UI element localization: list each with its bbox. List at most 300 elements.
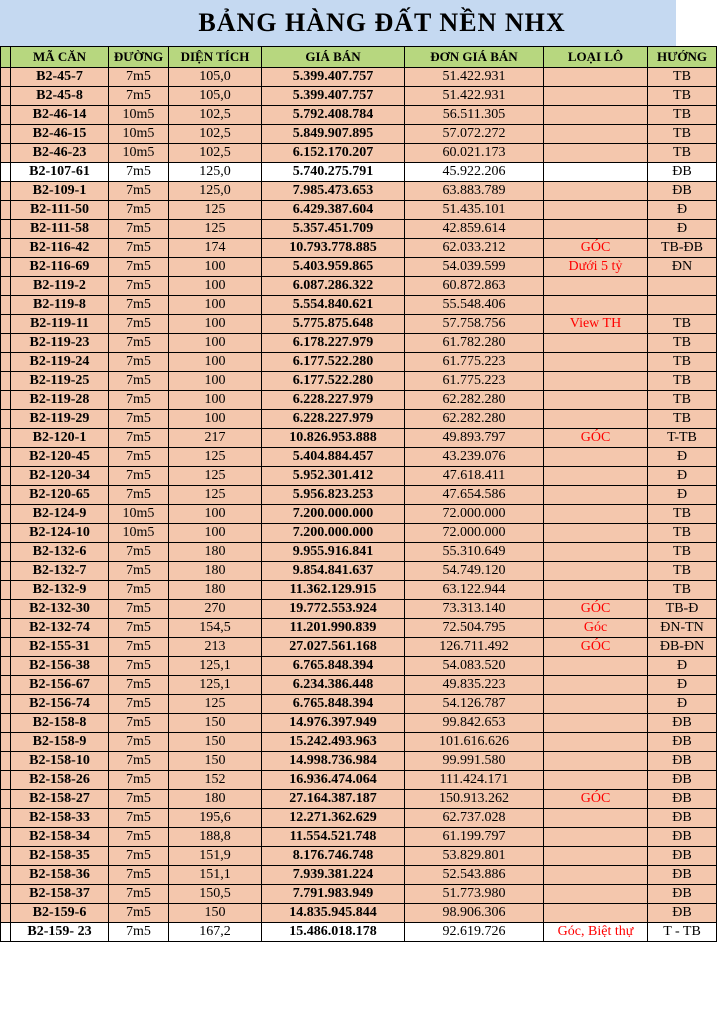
cell-unit-price[interactable]: 150.913.262 [405,790,544,809]
cell-area[interactable]: 102,5 [169,144,262,163]
cell-price[interactable]: 5.792.408.784 [262,106,405,125]
cell-direction[interactable]: Đ [648,448,717,467]
cell-lot-type[interactable] [544,296,648,315]
cell-direction[interactable]: ĐB [648,714,717,733]
cell-road[interactable]: 7m5 [109,486,169,505]
cell-price[interactable]: 8.176.746.748 [262,847,405,866]
cell-road[interactable]: 7m5 [109,790,169,809]
cell-code[interactable]: B2-158-26 [11,771,109,790]
cell-direction[interactable]: TB [648,372,717,391]
cell-unit-price[interactable]: 57.072.272 [405,125,544,144]
cell-direction[interactable]: ĐB [648,182,717,201]
cell-price[interactable]: 6.765.848.394 [262,657,405,676]
row-marker-cell[interactable] [1,828,11,847]
cell-direction[interactable]: ĐB [648,733,717,752]
cell-code[interactable]: B2-111-50 [11,201,109,220]
cell-price[interactable]: 5.956.823.253 [262,486,405,505]
cell-unit-price[interactable]: 63.883.789 [405,182,544,201]
cell-unit-price[interactable]: 54.039.599 [405,258,544,277]
cell-lot-type[interactable]: GÓC [544,790,648,809]
row-marker-cell[interactable] [1,562,11,581]
cell-area[interactable]: 174 [169,239,262,258]
cell-unit-price[interactable]: 47.618.411 [405,467,544,486]
cell-road[interactable]: 7m5 [109,410,169,429]
cell-code[interactable]: B2-120-34 [11,467,109,486]
cell-road[interactable]: 7m5 [109,277,169,296]
cell-price[interactable]: 6.765.848.394 [262,695,405,714]
row-marker-cell[interactable] [1,885,11,904]
cell-unit-price[interactable]: 55.310.649 [405,543,544,562]
cell-area[interactable]: 195,6 [169,809,262,828]
row-marker-cell[interactable] [1,581,11,600]
cell-price[interactable]: 11.362.129.915 [262,581,405,600]
cell-price[interactable]: 10.793.778.885 [262,239,405,258]
cell-road[interactable]: 10m5 [109,106,169,125]
cell-road[interactable]: 7m5 [109,163,169,182]
cell-area[interactable]: 188,8 [169,828,262,847]
cell-price[interactable]: 9.955.916.841 [262,543,405,562]
cell-lot-type[interactable] [544,733,648,752]
cell-code[interactable]: B2-159- 23 [11,923,109,942]
cell-road[interactable]: 7m5 [109,68,169,87]
cell-lot-type[interactable]: Góc [544,619,648,638]
row-marker-cell[interactable] [1,505,11,524]
cell-price[interactable]: 10.826.953.888 [262,429,405,448]
cell-code[interactable]: B2-132-7 [11,562,109,581]
row-marker-cell[interactable] [1,771,11,790]
cell-direction[interactable]: ĐN [648,258,717,277]
row-marker-cell[interactable] [1,258,11,277]
row-marker-cell[interactable] [1,68,11,87]
cell-road[interactable]: 7m5 [109,695,169,714]
cell-price[interactable]: 7.791.983.949 [262,885,405,904]
cell-code[interactable]: B2-119-28 [11,391,109,410]
cell-road[interactable]: 10m5 [109,505,169,524]
cell-unit-price[interactable]: 54.083.520 [405,657,544,676]
cell-code[interactable]: B2-124-9 [11,505,109,524]
cell-road[interactable]: 7m5 [109,239,169,258]
cell-unit-price[interactable]: 53.829.801 [405,847,544,866]
cell-lot-type[interactable] [544,524,648,543]
header-price[interactable]: GIÁ BÁN [262,47,405,68]
cell-code[interactable]: B2-132-30 [11,600,109,619]
cell-code[interactable]: B2-158-10 [11,752,109,771]
row-marker-cell[interactable] [1,676,11,695]
cell-unit-price[interactable]: 126.711.492 [405,638,544,657]
cell-unit-price[interactable]: 61.782.280 [405,334,544,353]
cell-direction[interactable]: ĐB [648,885,717,904]
cell-price[interactable]: 5.849.907.895 [262,125,405,144]
cell-unit-price[interactable]: 111.424.171 [405,771,544,790]
cell-direction[interactable]: TB [648,125,717,144]
cell-direction[interactable]: ĐB [648,828,717,847]
cell-lot-type[interactable]: GÓC [544,600,648,619]
cell-lot-type[interactable] [544,448,648,467]
cell-unit-price[interactable]: 60.872.863 [405,277,544,296]
cell-road[interactable]: 7m5 [109,581,169,600]
cell-code[interactable]: B2-111-58 [11,220,109,239]
cell-direction[interactable]: ĐB [648,771,717,790]
cell-area[interactable]: 150 [169,714,262,733]
cell-unit-price[interactable]: 62.737.028 [405,809,544,828]
row-marker-cell[interactable] [1,752,11,771]
cell-road[interactable]: 7m5 [109,809,169,828]
cell-direction[interactable]: TB [648,581,717,600]
cell-lot-type[interactable] [544,866,648,885]
cell-road[interactable]: 7m5 [109,315,169,334]
cell-direction[interactable]: ĐB [648,163,717,182]
cell-lot-type[interactable]: GÓC [544,429,648,448]
cell-road[interactable]: 7m5 [109,866,169,885]
cell-road[interactable]: 7m5 [109,201,169,220]
cell-direction[interactable]: TB [648,562,717,581]
cell-direction[interactable]: TB [648,87,717,106]
cell-code[interactable]: B2-46-23 [11,144,109,163]
cell-price[interactable]: 5.554.840.621 [262,296,405,315]
cell-price[interactable]: 14.976.397.949 [262,714,405,733]
cell-direction[interactable]: ĐB [648,790,717,809]
cell-area[interactable]: 102,5 [169,106,262,125]
cell-code[interactable]: B2-158-9 [11,733,109,752]
cell-road[interactable]: 7m5 [109,923,169,942]
cell-unit-price[interactable]: 54.126.787 [405,695,544,714]
cell-area[interactable]: 150 [169,752,262,771]
cell-area[interactable]: 150 [169,904,262,923]
cell-area[interactable]: 125,1 [169,657,262,676]
cell-price[interactable]: 11.554.521.748 [262,828,405,847]
cell-lot-type[interactable] [544,410,648,429]
cell-unit-price[interactable]: 43.239.076 [405,448,544,467]
cell-price[interactable]: 5.740.275.791 [262,163,405,182]
cell-area[interactable]: 180 [169,581,262,600]
row-marker-cell[interactable] [1,904,11,923]
cell-area[interactable]: 125,0 [169,163,262,182]
cell-price[interactable]: 5.952.301.412 [262,467,405,486]
cell-direction[interactable] [648,296,717,315]
cell-road[interactable]: 7m5 [109,904,169,923]
cell-area[interactable]: 150,5 [169,885,262,904]
cell-direction[interactable]: TB [648,353,717,372]
cell-road[interactable]: 7m5 [109,391,169,410]
cell-lot-type[interactable] [544,220,648,239]
cell-lot-type[interactable] [544,68,648,87]
cell-code[interactable]: B2-119-24 [11,353,109,372]
cell-lot-type[interactable] [544,486,648,505]
cell-code[interactable]: B2-120-1 [11,429,109,448]
cell-code[interactable]: B2-120-65 [11,486,109,505]
cell-unit-price[interactable]: 51.422.931 [405,87,544,106]
cell-lot-type[interactable] [544,87,648,106]
cell-code[interactable]: B2-158-37 [11,885,109,904]
row-marker-cell[interactable] [1,619,11,638]
row-marker-cell[interactable] [1,125,11,144]
cell-price[interactable]: 6.087.286.322 [262,277,405,296]
cell-price[interactable]: 5.399.407.757 [262,87,405,106]
cell-lot-type[interactable] [544,714,648,733]
cell-direction[interactable]: ĐB [648,904,717,923]
row-marker-cell[interactable] [1,847,11,866]
cell-direction[interactable]: TB-ĐB [648,239,717,258]
cell-price[interactable]: 5.404.884.457 [262,448,405,467]
cell-lot-type[interactable]: View TH [544,315,648,334]
row-marker-cell[interactable] [1,790,11,809]
cell-code[interactable]: B2-119-23 [11,334,109,353]
cell-lot-type[interactable] [544,847,648,866]
cell-code[interactable]: B2-156-38 [11,657,109,676]
row-marker-cell[interactable] [1,372,11,391]
cell-road[interactable]: 7m5 [109,429,169,448]
row-marker-cell[interactable] [1,657,11,676]
cell-code[interactable]: B2-158-33 [11,809,109,828]
cell-code[interactable]: B2-119-29 [11,410,109,429]
cell-price[interactable]: 15.242.493.963 [262,733,405,752]
cell-road[interactable]: 7m5 [109,182,169,201]
row-marker-cell[interactable] [1,524,11,543]
cell-lot-type[interactable] [544,676,648,695]
cell-price[interactable]: 5.357.451.709 [262,220,405,239]
cell-code[interactable]: B2-159-6 [11,904,109,923]
cell-price[interactable]: 11.201.990.839 [262,619,405,638]
cell-lot-type[interactable] [544,809,648,828]
cell-lot-type[interactable] [544,106,648,125]
cell-lot-type[interactable] [544,353,648,372]
cell-lot-type[interactable] [544,391,648,410]
cell-direction[interactable]: Đ [648,220,717,239]
cell-price[interactable]: 6.152.170.207 [262,144,405,163]
cell-code[interactable]: B2-132-74 [11,619,109,638]
cell-road[interactable]: 7m5 [109,771,169,790]
cell-road[interactable]: 7m5 [109,657,169,676]
cell-unit-price[interactable]: 42.859.614 [405,220,544,239]
cell-direction[interactable]: Đ [648,467,717,486]
cell-price[interactable]: 14.998.736.984 [262,752,405,771]
cell-area[interactable]: 100 [169,372,262,391]
row-marker-cell[interactable] [1,277,11,296]
header-code[interactable]: MÃ CĂN [11,47,109,68]
cell-road[interactable]: 7m5 [109,752,169,771]
cell-unit-price[interactable]: 60.021.173 [405,144,544,163]
cell-code[interactable]: B2-116-42 [11,239,109,258]
cell-lot-type[interactable]: GÓC [544,239,648,258]
cell-price[interactable]: 6.177.522.280 [262,372,405,391]
cell-price[interactable]: 19.772.553.924 [262,600,405,619]
cell-area[interactable]: 105,0 [169,87,262,106]
row-marker-cell[interactable] [1,866,11,885]
cell-code[interactable]: B2-46-15 [11,125,109,144]
cell-unit-price[interactable]: 47.654.586 [405,486,544,505]
cell-unit-price[interactable]: 56.511.305 [405,106,544,125]
cell-road[interactable]: 7m5 [109,828,169,847]
row-marker-cell[interactable] [1,638,11,657]
row-marker-cell[interactable] [1,201,11,220]
cell-road[interactable]: 7m5 [109,638,169,657]
row-marker-cell[interactable] [1,334,11,353]
cell-code[interactable]: B2-119-8 [11,296,109,315]
cell-price[interactable]: 6.228.227.979 [262,391,405,410]
cell-area[interactable]: 100 [169,334,262,353]
cell-price[interactable]: 7.200.000.000 [262,524,405,543]
cell-lot-type[interactable] [544,144,648,163]
row-marker-cell[interactable] [1,733,11,752]
cell-lot-type[interactable] [544,752,648,771]
row-marker-cell[interactable] [1,467,11,486]
cell-lot-type[interactable] [544,372,648,391]
cell-area[interactable]: 100 [169,524,262,543]
cell-code[interactable]: B2-119-11 [11,315,109,334]
row-marker-cell[interactable] [1,296,11,315]
cell-direction[interactable]: Đ [648,486,717,505]
cell-direction[interactable]: T-TB [648,429,717,448]
cell-area[interactable]: 125,1 [169,676,262,695]
cell-area[interactable]: 125 [169,448,262,467]
cell-lot-type[interactable]: Dưới 5 tỷ [544,258,648,277]
cell-direction[interactable]: TB [648,315,717,334]
cell-area[interactable]: 217 [169,429,262,448]
row-marker-cell[interactable] [1,106,11,125]
row-marker-cell[interactable] [1,714,11,733]
cell-unit-price[interactable]: 92.619.726 [405,923,544,942]
cell-direction[interactable]: Đ [648,201,717,220]
cell-direction[interactable]: ĐB-ĐN [648,638,717,657]
cell-area[interactable]: 100 [169,505,262,524]
cell-price[interactable]: 27.164.387.187 [262,790,405,809]
cell-unit-price[interactable]: 72.000.000 [405,505,544,524]
cell-direction[interactable]: TB [648,334,717,353]
cell-lot-type[interactable] [544,163,648,182]
cell-price[interactable]: 6.429.387.604 [262,201,405,220]
cell-road[interactable]: 10m5 [109,125,169,144]
row-marker-cell[interactable] [1,144,11,163]
cell-area[interactable]: 102,5 [169,125,262,144]
cell-unit-price[interactable]: 51.773.980 [405,885,544,904]
cell-lot-type[interactable] [544,657,648,676]
cell-price[interactable]: 16.936.474.064 [262,771,405,790]
row-marker-cell[interactable] [1,923,11,942]
cell-area[interactable]: 100 [169,296,262,315]
cell-code[interactable]: B2-158-36 [11,866,109,885]
cell-unit-price[interactable]: 61.775.223 [405,372,544,391]
cell-code[interactable]: B2-119-2 [11,277,109,296]
cell-code[interactable]: B2-120-45 [11,448,109,467]
cell-lot-type[interactable] [544,125,648,144]
cell-unit-price[interactable]: 52.543.886 [405,866,544,885]
cell-price[interactable]: 5.399.407.757 [262,68,405,87]
cell-unit-price[interactable]: 62.282.280 [405,391,544,410]
cell-direction[interactable]: TB [648,505,717,524]
cell-direction[interactable]: Đ [648,657,717,676]
header-road[interactable]: ĐƯỜNG [109,47,169,68]
cell-price[interactable]: 6.177.522.280 [262,353,405,372]
cell-code[interactable]: B2-132-9 [11,581,109,600]
cell-direction[interactable]: ĐB [648,752,717,771]
cell-area[interactable]: 100 [169,353,262,372]
cell-area[interactable]: 180 [169,562,262,581]
cell-road[interactable]: 7m5 [109,676,169,695]
cell-area[interactable]: 125 [169,467,262,486]
cell-unit-price[interactable]: 99.991.580 [405,752,544,771]
header-unit-price[interactable]: ĐƠN GIÁ BÁN [405,47,544,68]
cell-price[interactable]: 5.403.959.865 [262,258,405,277]
cell-lot-type[interactable] [544,695,648,714]
row-marker-cell[interactable] [1,182,11,201]
cell-area[interactable]: 125 [169,201,262,220]
cell-direction[interactable]: ĐB [648,866,717,885]
row-marker-cell[interactable] [1,353,11,372]
cell-code[interactable]: B2-132-6 [11,543,109,562]
cell-road[interactable]: 7m5 [109,885,169,904]
cell-unit-price[interactable]: 61.775.223 [405,353,544,372]
cell-price[interactable]: 27.027.561.168 [262,638,405,657]
cell-unit-price[interactable]: 55.548.406 [405,296,544,315]
header-lot-type[interactable]: LOẠI LÔ [544,47,648,68]
cell-road[interactable]: 7m5 [109,847,169,866]
cell-area[interactable]: 105,0 [169,68,262,87]
cell-area[interactable]: 125 [169,220,262,239]
cell-road[interactable]: 7m5 [109,220,169,239]
cell-road[interactable]: 10m5 [109,144,169,163]
row-marker-cell[interactable] [1,87,11,106]
cell-area[interactable]: 150 [169,733,262,752]
cell-road[interactable]: 7m5 [109,296,169,315]
cell-road[interactable]: 7m5 [109,733,169,752]
cell-unit-price[interactable]: 62.282.280 [405,410,544,429]
cell-price[interactable]: 9.854.841.637 [262,562,405,581]
cell-unit-price[interactable]: 54.749.120 [405,562,544,581]
cell-direction[interactable]: TB [648,106,717,125]
cell-lot-type[interactable] [544,885,648,904]
cell-unit-price[interactable]: 99.842.653 [405,714,544,733]
cell-lot-type[interactable]: Góc, Biệt thự [544,923,648,942]
cell-code[interactable]: B2-156-74 [11,695,109,714]
cell-lot-type[interactable] [544,904,648,923]
row-marker-cell[interactable] [1,695,11,714]
cell-direction[interactable]: TB [648,524,717,543]
cell-area[interactable]: 125 [169,486,262,505]
row-marker-cell[interactable] [1,239,11,258]
cell-unit-price[interactable]: 72.000.000 [405,524,544,543]
cell-unit-price[interactable]: 73.313.140 [405,600,544,619]
cell-price[interactable]: 5.775.875.648 [262,315,405,334]
cell-unit-price[interactable]: 62.033.212 [405,239,544,258]
cell-direction[interactable]: Đ [648,695,717,714]
cell-road[interactable]: 7m5 [109,448,169,467]
cell-code[interactable]: B2-158-34 [11,828,109,847]
cell-area[interactable]: 125 [169,695,262,714]
cell-code[interactable]: B2-107-61 [11,163,109,182]
cell-lot-type[interactable] [544,201,648,220]
cell-direction[interactable]: TB [648,144,717,163]
row-marker-cell[interactable] [1,809,11,828]
cell-area[interactable]: 154,5 [169,619,262,638]
cell-lot-type[interactable] [544,771,648,790]
cell-direction[interactable]: TB [648,410,717,429]
cell-price[interactable]: 6.234.386.448 [262,676,405,695]
cell-road[interactable]: 7m5 [109,467,169,486]
cell-road[interactable]: 7m5 [109,543,169,562]
cell-road[interactable]: 7m5 [109,714,169,733]
cell-area[interactable]: 180 [169,790,262,809]
cell-area[interactable]: 125,0 [169,182,262,201]
cell-road[interactable]: 7m5 [109,562,169,581]
cell-direction[interactable]: TB [648,391,717,410]
cell-unit-price[interactable]: 98.906.306 [405,904,544,923]
cell-price[interactable]: 12.271.362.629 [262,809,405,828]
row-marker-cell[interactable] [1,220,11,239]
cell-unit-price[interactable]: 63.122.944 [405,581,544,600]
cell-area[interactable]: 100 [169,277,262,296]
header-area[interactable]: DIỆN TÍCH [169,47,262,68]
cell-area[interactable]: 151,9 [169,847,262,866]
